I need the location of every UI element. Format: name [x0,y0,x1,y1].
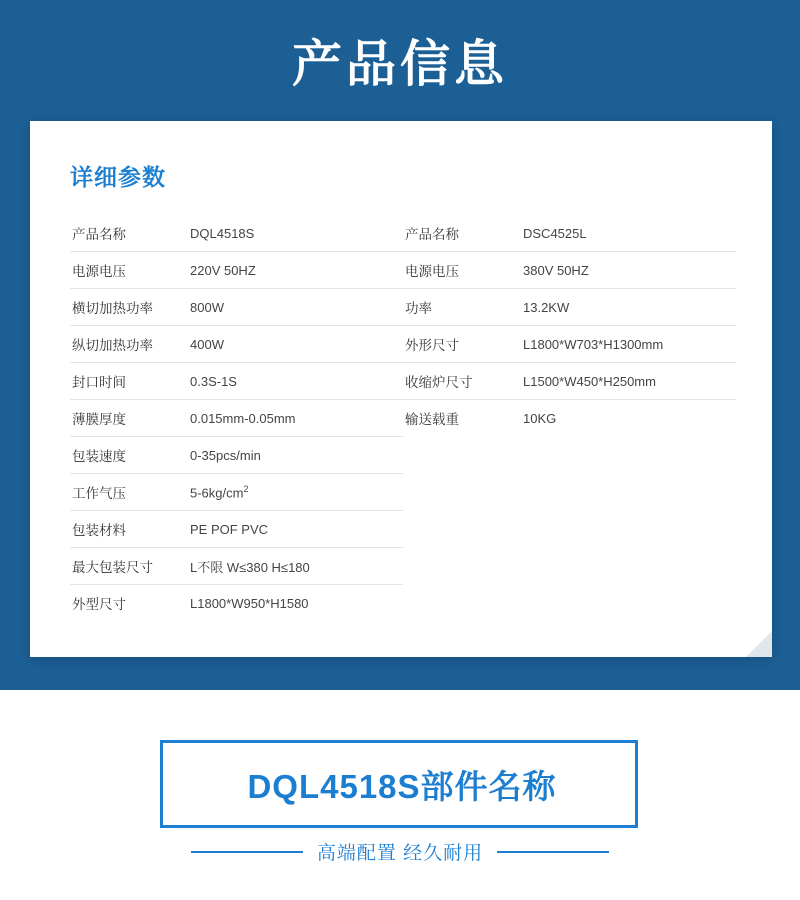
spec-tables [70,215,736,621]
spec-label: 电源电压 [405,264,459,279]
table-row [70,400,403,437]
table-row [403,400,736,436]
spec-value: 10KG [523,410,557,426]
spec-label: 产品名称 [405,227,459,242]
spec-value: L1500*W450*H250mm [523,373,656,389]
table-row [70,363,403,400]
spec-value: DQL4518S [190,225,255,241]
spec-value: PE POF PVC [190,521,269,537]
model-badge-label: DQL4518S部件名称 [247,768,557,805]
spec-label: 外型尺寸 [72,597,126,612]
spec-label: 最大包装尺寸 [72,560,153,575]
divider-left [191,851,303,853]
card-folded-corner [746,631,772,657]
spec-label: 外形尺寸 [405,338,459,353]
model-badge [160,740,638,828]
table-row [70,326,403,363]
table-row [70,215,403,252]
spec-value-with-sup [190,484,403,500]
spec-table-right [403,215,736,621]
table-row [403,326,736,363]
divider-right [497,851,609,853]
table-row [403,363,736,400]
spec-label: 产品名称 [72,227,126,242]
spec-label: 电源电压 [72,264,126,279]
spec-label: 包装材料 [72,523,126,538]
footer-subtitle: 高端配置 经久耐用 [316,843,484,864]
spec-label: 包装速度 [72,449,126,464]
table-row [70,437,403,474]
spec-value: 13.2KW [523,299,570,315]
spec-value: 0.015mm-0.05mm [190,410,296,426]
spec-value: 0-35pcs/min [190,447,261,463]
spec-table-left [70,215,403,621]
spec-label: 工作气压 [72,486,126,501]
spec-value: 380V 50HZ [523,262,589,278]
table-row [403,252,736,289]
spec-value-superscript: 2 [243,483,249,494]
spec-value: L1800*W703*H1300mm [523,336,664,352]
spec-value: 5-6kg/cm [190,485,244,501]
table-row [70,511,403,548]
spec-label: 功率 [405,301,432,316]
spec-label: 横切加热功率 [72,301,153,316]
spec-label: 收缩炉尺寸 [405,375,473,390]
table-row [70,474,403,511]
table-row [70,548,403,585]
spec-value: 800W [190,299,224,315]
table-row [403,215,736,252]
spec-label: 封口时间 [72,375,126,390]
table-row [70,289,403,326]
spec-value: 220V 50HZ [190,262,256,278]
spec-value: L不限 W≤380 H≤180 [190,559,310,575]
spec-value: L1800*W950*H1580 [190,595,309,611]
page-title: 产品信息 [292,36,508,92]
spec-label: 纵切加热功率 [72,338,153,353]
spec-value: 0.3S-1S [190,373,237,389]
footer-section [0,690,800,900]
section-title: 详细参数 [70,164,166,190]
spec-card [30,121,772,657]
table-row [70,252,403,289]
spec-value: 400W [190,336,224,352]
spec-label: 输送载重 [405,412,459,427]
spec-value: DSC4525L [523,225,587,241]
table-row [70,585,403,621]
table-row [403,289,736,326]
spec-label: 薄膜厚度 [72,412,126,427]
footer-subtitle-wrap [0,838,800,865]
